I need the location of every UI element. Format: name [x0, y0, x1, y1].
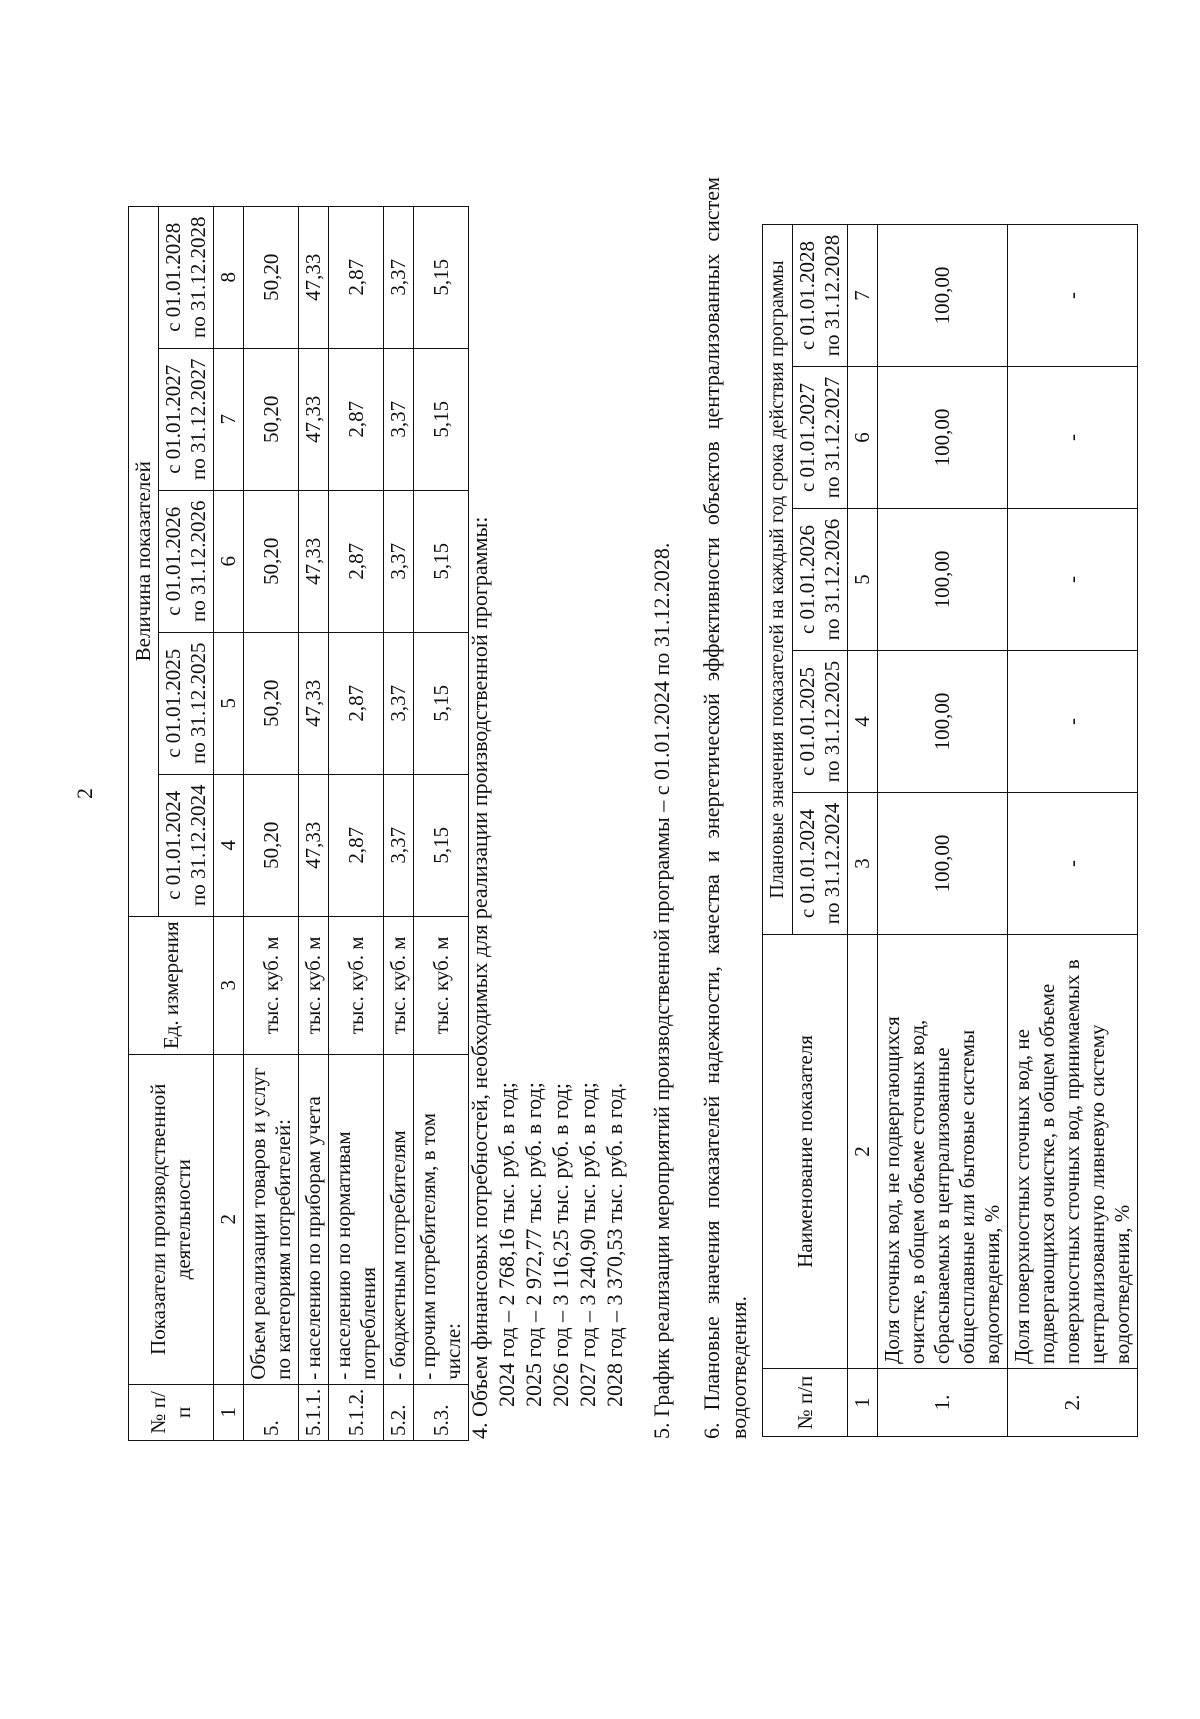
header-period: с 01.01.2025 по 31.12.2025 [793, 651, 848, 793]
financial-needs-section [466, 239, 628, 1439]
financial-line: 2026 год – 3 116,25 тыс. руб. в год; [548, 1082, 573, 1407]
header-period: с 01.01.2025 по 31.12.2025 [159, 632, 214, 774]
row-value: 5,15 [414, 206, 469, 348]
header-no: № п/п [129, 1384, 214, 1440]
header-period: с 01.01.2027 по 31.12.2027 [793, 367, 848, 509]
col-number: 7 [214, 348, 244, 490]
header-period: с 01.01.2024 по 31.12.2024 [793, 793, 848, 935]
row-value: - [1008, 651, 1138, 793]
row-value: 3,37 [384, 774, 414, 916]
header-name: Показатели производственной деятельности [129, 1054, 214, 1384]
row-value: 50,20 [244, 632, 299, 774]
header-period: с 01.01.2028 по 31.12.2028 [793, 225, 848, 367]
col-number: 4 [848, 651, 878, 793]
row-value: 100,00 [878, 225, 1008, 367]
row-value: 100,00 [878, 793, 1008, 935]
row-name: - населению по приборам учета [299, 1054, 329, 1384]
header-period: с 01.01.2024 по 31.12.2024 [159, 774, 214, 916]
row-value: 47,33 [299, 774, 329, 916]
financial-line: 2024 год – 2 768,16 тыс. руб. в год; [494, 1082, 519, 1407]
row-name: - бюджетным потребителям [384, 1054, 414, 1384]
row-value: - [1008, 793, 1138, 935]
row-value: 5,15 [414, 490, 469, 632]
row-unit: тыс. куб. м [384, 916, 414, 1054]
col-number: 4 [214, 774, 244, 916]
table-row [414, 206, 469, 1440]
financial-line: 2025 год – 2 972,77 тыс. руб. в год; [521, 1082, 546, 1407]
col-number: 6 [214, 490, 244, 632]
row-no: 5.2. [384, 1384, 414, 1440]
section-heading: 4. Объем финансовых потребностей, необходимых для реализации производственной программы: [467, 516, 492, 1439]
table-row [244, 206, 299, 1440]
row-value: 50,20 [244, 774, 299, 916]
col-number: 3 [214, 916, 244, 1054]
row-name: Объем реализации товаров и услуг по категориям потребителей: [244, 1054, 299, 1384]
row-value: 47,33 [299, 632, 329, 774]
col-number: 6 [848, 367, 878, 509]
table-header-row [763, 225, 793, 1437]
col-number: 5 [214, 632, 244, 774]
column-number-row [848, 225, 878, 1437]
row-value: 5,15 [414, 632, 469, 774]
row-value: 5,15 [414, 348, 469, 490]
row-unit: тыс. куб. м [414, 916, 469, 1054]
header-period: с 01.01.2026 по 31.12.2026 [793, 509, 848, 651]
row-name: Доля поверхностных сточных вод, не подвергающихся очистке, в общем объеме поверхностных сточных вод, принимаемых в централизованную ливневую систему водоотведения, % [1008, 935, 1138, 1369]
row-value: 50,20 [244, 490, 299, 632]
row-value: 100,00 [878, 367, 1008, 509]
row-value: 3,37 [384, 206, 414, 348]
header-group: Величина показателей [129, 206, 159, 916]
header-unit: Ед. измерения [129, 916, 214, 1054]
table-row [384, 206, 414, 1440]
table-row [329, 206, 384, 1440]
row-no: 5.1.2. [329, 1384, 384, 1440]
col-number: 2 [214, 1054, 244, 1384]
row-value: 100,00 [878, 651, 1008, 793]
planned-indicators-table [762, 224, 1138, 1437]
row-value: 47,33 [299, 206, 329, 348]
row-value: 5,15 [414, 774, 469, 916]
row-value: 2,87 [329, 348, 384, 490]
row-no: 5. [244, 1384, 299, 1440]
planned-values-section: 6. Плановые значения показателей надежности, качества и энергетической эффективности объектов централизованных систем водоотведения. [699, 177, 751, 1439]
header-no: № п/п [763, 1369, 848, 1437]
row-no: 5.1.1. [299, 1384, 329, 1440]
row-value: 3,37 [384, 632, 414, 774]
row-value: 2,87 [329, 490, 384, 632]
table-row [1008, 225, 1138, 1437]
row-no: 2. [1008, 1369, 1138, 1437]
header-period: с 01.01.2028 по 31.12.2028 [159, 206, 214, 348]
row-unit: тыс. куб. м [244, 916, 299, 1054]
table-row [299, 206, 329, 1440]
col-number: 1 [214, 1384, 244, 1440]
financial-line: 2027 год – 3 240,90 тыс. руб. в год; [575, 1082, 600, 1407]
row-value: 47,33 [299, 490, 329, 632]
header-period: с 01.01.2026 по 31.12.2026 [159, 490, 214, 632]
row-unit: тыс. куб. м [329, 916, 384, 1054]
row-unit: тыс. куб. м [299, 916, 329, 1054]
row-value: 3,37 [384, 348, 414, 490]
row-name: - прочим потребителям, в том числе: [414, 1054, 469, 1384]
row-value: - [1008, 225, 1138, 367]
financial-line: 2028 год – 3 370,53 тыс. руб. в год. [602, 1082, 627, 1407]
table-header-row [129, 206, 159, 1440]
schedule-section: 5. График реализации мероприятий производственной программы – с 01.01.2024 по 31.12.2028. [649, 542, 674, 1439]
row-value: - [1008, 367, 1138, 509]
header-period: с 01.01.2027 по 31.12.2027 [159, 348, 214, 490]
production-indicators-table [128, 206, 469, 1441]
table-row [878, 225, 1008, 1437]
col-number: 7 [848, 225, 878, 367]
col-number: 1 [848, 1369, 878, 1437]
row-value: 2,87 [329, 206, 384, 348]
row-no: 5.3. [414, 1384, 469, 1440]
col-number: 3 [848, 793, 878, 935]
row-name: Доля сточных вод, не подвергающихся очистке, в общем объеме сточных вод, сбрасываемых в централизованные общесплавные или бытовые системы водоотведения, % [878, 935, 1008, 1369]
row-value: 47,33 [299, 348, 329, 490]
row-value: 2,87 [329, 632, 384, 774]
row-value: 2,87 [329, 774, 384, 916]
row-value: 50,20 [244, 348, 299, 490]
column-number-row [214, 206, 244, 1440]
col-number: 8 [214, 206, 244, 348]
row-value: 3,37 [384, 490, 414, 632]
header-group: Плановые значения показателей на каждый год срока действия программы [763, 225, 793, 935]
col-number: 2 [848, 935, 878, 1369]
header-name: Наименование показателя [763, 935, 848, 1369]
page-number: 2 [72, 788, 97, 799]
row-no: 1. [878, 1369, 1008, 1437]
row-name: - населению по нормативам потребления [329, 1054, 384, 1384]
row-value: 100,00 [878, 509, 1008, 651]
row-value: - [1008, 509, 1138, 651]
row-value: 50,20 [244, 206, 299, 348]
col-number: 5 [848, 509, 878, 651]
